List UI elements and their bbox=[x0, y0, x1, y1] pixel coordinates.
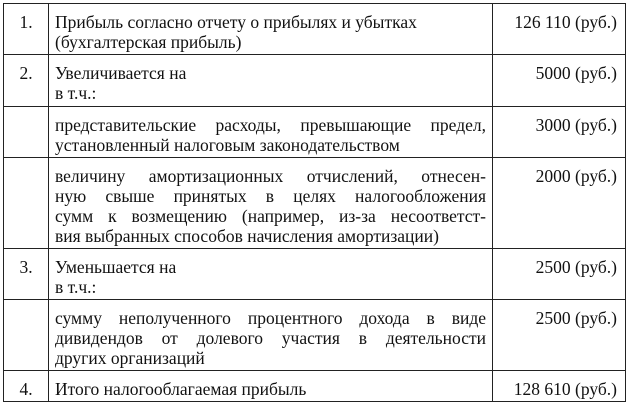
row-description bbox=[49, 158, 493, 249]
description-line: в т.ч.: bbox=[55, 83, 97, 103]
description-line: дивидендов от долевого участия в деятельности bbox=[55, 328, 486, 348]
description-line: в т.ч.: bbox=[55, 277, 97, 297]
description-line: (бухгалтерская прибыль) bbox=[55, 32, 242, 52]
row-description bbox=[49, 300, 493, 371]
description-line: Уменьшается на bbox=[55, 257, 177, 277]
row-value: 2500 (руб.) bbox=[493, 249, 626, 300]
description-line: вия выбранных способов начисления амортизации) bbox=[55, 226, 439, 246]
row-number: 4. bbox=[4, 371, 49, 402]
row-value: 126 110 (руб.) bbox=[493, 4, 626, 55]
row-number bbox=[4, 107, 49, 158]
table-row bbox=[4, 107, 626, 158]
row-number: 3. bbox=[4, 249, 49, 300]
description-line: Итого налогооблагаемая прибыль bbox=[55, 379, 307, 399]
description-line: установленный налоговым законодательством bbox=[55, 135, 400, 155]
table-row bbox=[4, 158, 626, 249]
description-line: представительские расходы, превышающие предел, bbox=[55, 115, 486, 135]
row-description bbox=[49, 107, 493, 158]
description-line: величину амортизационных отчислений, отнесен- bbox=[55, 166, 486, 186]
table-row bbox=[4, 55, 626, 107]
tax-profit-table bbox=[3, 3, 626, 402]
row-value: 128 610 (руб.) bbox=[493, 371, 626, 402]
row-number bbox=[4, 300, 49, 371]
row-value: 5000 (руб.) bbox=[493, 55, 626, 107]
row-value: 2500 (руб.) bbox=[493, 300, 626, 371]
row-number: 2. bbox=[4, 55, 49, 107]
row-value: 2000 (руб.) bbox=[493, 158, 626, 249]
table-row bbox=[4, 4, 626, 55]
table-row bbox=[4, 249, 626, 300]
description-line: сумм к возмещению (например, из-за несоответст- bbox=[55, 206, 486, 226]
row-number: 1. bbox=[4, 4, 49, 55]
row-description bbox=[49, 371, 493, 402]
row-number bbox=[4, 158, 49, 249]
table-row bbox=[4, 371, 626, 402]
row-description bbox=[49, 55, 493, 107]
table-row bbox=[4, 300, 626, 371]
row-description bbox=[49, 249, 493, 300]
row-description bbox=[49, 4, 493, 55]
description-line: Увеличивается на bbox=[55, 63, 187, 83]
description-line: других организаций bbox=[55, 348, 205, 368]
description-line: Прибыль согласно отчету о прибылях и убытках bbox=[55, 12, 417, 32]
row-value: 3000 (руб.) bbox=[493, 107, 626, 158]
description-line: ную свыше принятых в целях налогообложения bbox=[55, 186, 486, 206]
description-line: сумму неполученного процентного дохода в виде bbox=[55, 308, 486, 328]
